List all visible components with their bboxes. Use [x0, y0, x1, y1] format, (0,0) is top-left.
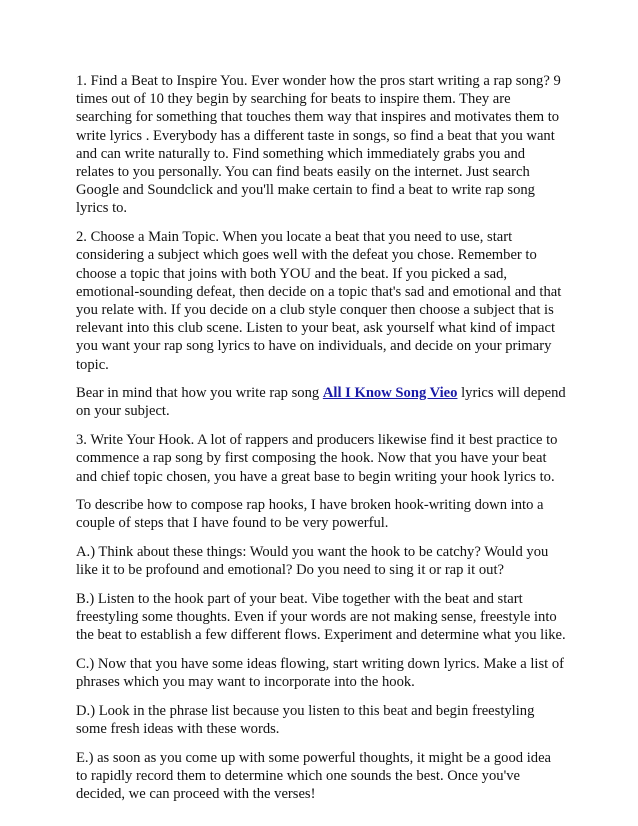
paragraph-step-d: D.) Look in the phrase list because you listen to this beat and begin freestyling some fresh ideas with these words. — [76, 703, 535, 738]
paragraph-text-before-link: Bear in mind that how you write rap song — [76, 385, 323, 402]
song-video-link[interactable]: All I Know Song Vieo — [322, 385, 458, 402]
paragraph-bear-in-mind — [76, 384, 566, 420]
paragraph-find-beat: 1. Find a Beat to Inspire You. Ever wonder how the pros start writing a rap song? 9 times out of 10 they begin by searching for beats to inspire them. They are searching for something that touches them way that inspires and motivates them to write lyrics . Everybody has a different taste in songs, so find a beat that you want and can write naturally to. Find something which immediately grabs you and relates to you personally. You can find beats easily on the internet. Just search Google and Soundclick and you'll make certain to find a beat to write rap song lyrics to. — [76, 73, 561, 217]
paragraph-step-e: E.) as soon as you come up with some powerful thoughts, it might be a good idea to rapidly record them to determine which one sounds the best. Once you've decided, we can proceed with the verses! — [76, 750, 552, 803]
paragraph-write-hook: 3. Write Your Hook. A lot of rappers and producers likewise find it best practice to commence a rap song by first composing the hook. Now that you have your beat and chief topic chosen, you have a great base to begin writing your hook lyrics to. — [76, 432, 558, 485]
paragraph-describe-hooks: To describe how to compose rap hooks, I have broken hook-writing down into a couple of steps that I have found to be very powerful. — [76, 497, 544, 532]
paragraph-main-topic: 2. Choose a Main Topic. When you locate a beat that you need to use, start considering a subject which goes well with the defeat you chose. Remember to choose a topic that joins with both YOU and the beat. If you picked a sad, emotional-sounding defeat, then decide on a topic that's sad and emotional and that you relate with. If you decide on a club style conquer then choose a subject that is relevant into this club scene. Listen to your beat, ask yourself what kind of impact you want your rap song lyrics to have on individuals, and decide on your primary topic. — [76, 229, 562, 373]
paragraph-step-a: A.) Think about these things: Would you want the hook to be catchy? Would you like it to be profound and emotional? Do you need to sing it or rap it out? — [76, 544, 549, 579]
paragraph-text-after-link: lyrics will depend on your subject. — [76, 385, 566, 420]
document-page — [76, 72, 566, 814]
paragraph-step-c: C.) Now that you have some ideas flowing, start writing down lyrics. Make a list of phrases which you may want to incorporate into the hook. — [76, 656, 564, 691]
paragraph-step-b: B.) Listen to the hook part of your beat. Vibe together with the beat and start freestyling some thoughts. Even if your words are not making sense, freestyle into the beat to establish a few different flows. Experiment and determine what you like. — [76, 591, 566, 644]
